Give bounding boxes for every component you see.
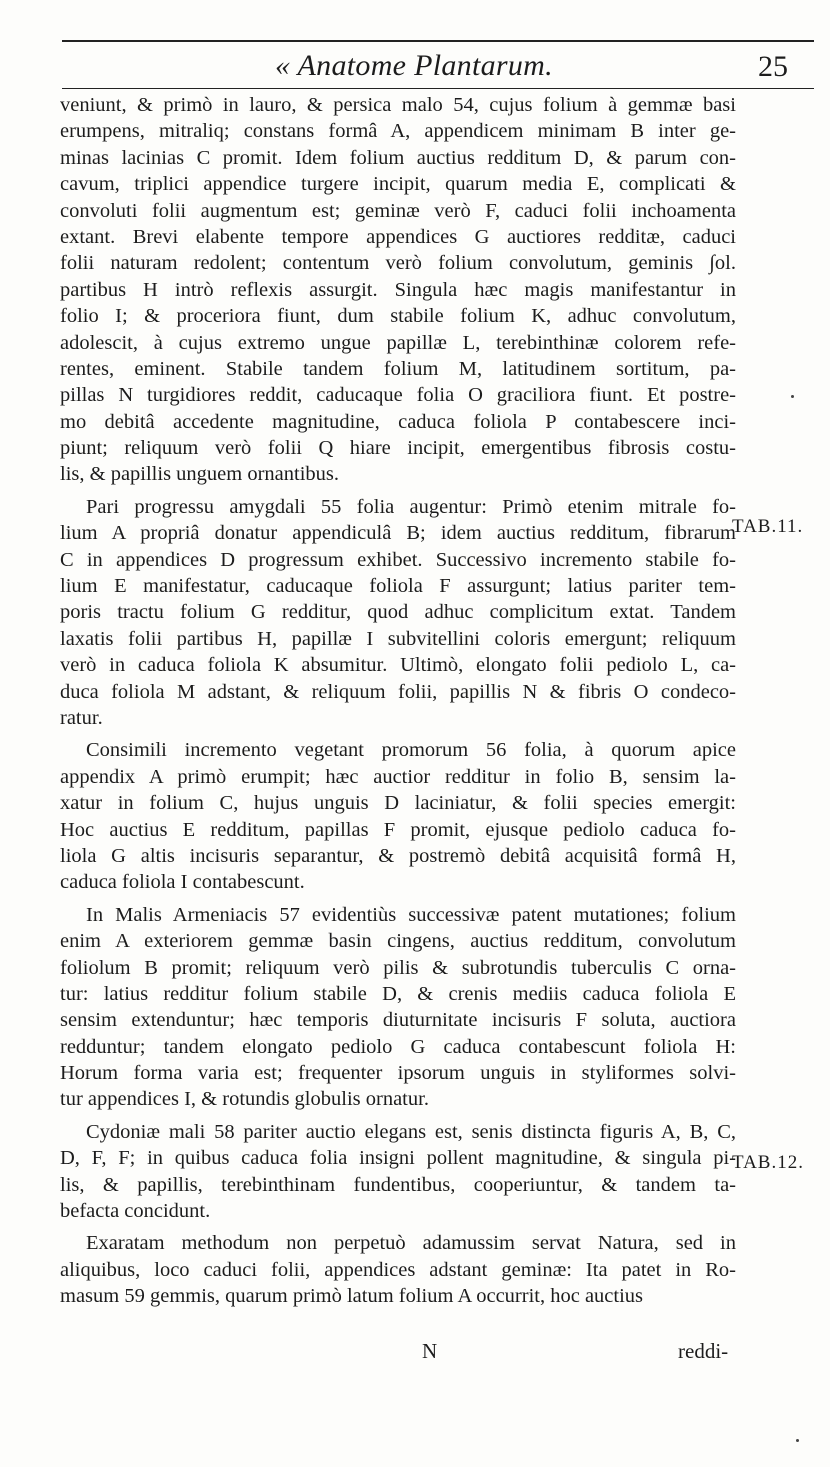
paragraph bbox=[60, 494, 736, 732]
text-line: lis, & papillis, terebinthinam fundentibus, cooperiuntur, & tandem ta- bbox=[60, 1173, 736, 1196]
text-line: veniunt, & primò in lauro, & persica malo 54, cujus folium à gemmæ basi bbox=[60, 94, 736, 116]
header-rule-bottom bbox=[62, 88, 814, 89]
text-line: erumpens, mitraliq; constans formâ A, appendicem minimam B inter ge- bbox=[60, 120, 736, 143]
paragraph bbox=[60, 902, 736, 1113]
text-line: aliquibus, loco caduci folii, appendices adstant geminæ: Ita patet in Ro- bbox=[60, 1258, 736, 1281]
text-line: foliolum B promit; reliquum verò pilis & subrotundis tuberculis C orna- bbox=[60, 956, 736, 979]
text-line: lium A propriâ donatur appendiculâ B; idem auctius redditum, fibrarum bbox=[60, 522, 736, 545]
body-text bbox=[60, 92, 736, 1316]
text-line: convoluti folii augmentum est; geminæ verò F, caduci folii inchoamenta bbox=[60, 199, 736, 222]
paragraph bbox=[60, 1230, 736, 1309]
text-line: masum 59 gemmis, quarum primò latum folium A occurrit, hoc auctius bbox=[60, 1285, 644, 1308]
signature-mark: N bbox=[422, 1339, 438, 1363]
text-line: rentes, eminent. Stabile tandem folium M, latitudinem sortitum, pa- bbox=[60, 357, 736, 380]
text-line: piunt; reliquum verò folii Q hiare incipit, emergentibus fibrosis costu- bbox=[60, 437, 736, 460]
text-line: mo debitâ accedente magnitudine, caduca foliola P contabescere inci- bbox=[60, 410, 736, 433]
text-line: folii naturam redolent; contentum verò folium convolutum, geminis ∫ol. bbox=[60, 252, 736, 275]
text-line: cavum, triplici appendice turgere incipit, quarum media E, complicati & bbox=[60, 173, 736, 196]
text-line: lis, & papillis unguem ornantibus. bbox=[60, 463, 340, 486]
text-line: verò in caduca foliola K absumitur. Ultimò, elongato folii pediolo L, ca- bbox=[60, 654, 736, 677]
page-number: 25 bbox=[758, 50, 788, 83]
text-line: C in appendices D progressum exhibet. Successivo incremento stabile fo- bbox=[60, 548, 736, 571]
text-line: Hoc auctius E redditum, papillas F promit, ejusque pediolo caduca fo- bbox=[60, 818, 736, 841]
text-line: pillas N turgidiores reddit, caducaque folia O graciliora fiunt. Et postre- bbox=[60, 384, 736, 407]
text-line: sensim extenduntur; hæc temporis diuturnitate incisuris F soluta, auctiora bbox=[60, 1009, 736, 1032]
text-line: redduntur; tandem elongato pediolo G caduca contabescunt foliola H: bbox=[60, 1035, 736, 1058]
catchword: reddi- bbox=[678, 1339, 729, 1363]
text-line: poris tractu folium G redditur, quod adhuc complicitum extat. Tandem bbox=[60, 601, 736, 624]
text-line: extant. Brevi elabente tempore appendices G auctiores redditæ, caduci bbox=[60, 225, 736, 248]
text-line: Consimili incremento vegetant promorum 56 folia, à quorum apice bbox=[86, 739, 736, 762]
text-line: folio I; & proceriora fiunt, dum stabile folium K, adhuc convolutum, bbox=[60, 305, 736, 328]
margin-note-tab-11: TAB.11. bbox=[732, 516, 804, 537]
text-line: tur: latius redditur folium stabile D, & crenis mediis caduca foliola E bbox=[60, 982, 736, 1005]
paragraph bbox=[60, 1119, 736, 1225]
print-speck bbox=[796, 1439, 799, 1442]
text-line: laxatis folii partibus H, papillæ I subvitellini coloris emergunt; reliquum bbox=[60, 627, 736, 650]
text-line: liola G altis incisuris separantur, & postremò debitâ acquisitâ formâ H, bbox=[60, 844, 736, 867]
print-speck bbox=[791, 395, 794, 398]
text-line: Horum forma varia est; frequenter ipsorum unguis in styliformes solvi- bbox=[60, 1062, 736, 1085]
paragraph bbox=[60, 92, 736, 488]
text-line: Exaratam methodum non perpetuò adamussim servat Natura, sed in bbox=[86, 1232, 736, 1255]
margin-note-tab-12: TAB.12. bbox=[732, 1152, 804, 1173]
text-line: In Malis Armeniacis 57 evidentiùs successivæ patent mutationes; folium bbox=[86, 903, 736, 926]
text-line: Cydoniæ mali 58 pariter auctio elegans est, senis distincta figuris A, B, C, bbox=[86, 1120, 736, 1143]
text-line: appendix A primò erumpit; hæc auctior redditur in folio B, sensim la- bbox=[60, 765, 736, 788]
text-line: enim A exteriorem gemmæ basin cingens, auctius redditum, convolutum bbox=[60, 930, 736, 953]
running-head: « Anatome Plantarum. bbox=[275, 49, 553, 82]
text-line: Pari progressu amygdali 55 folia augentur: Primò etenim mitrale fo- bbox=[86, 495, 736, 518]
text-line: minas lacinias C promit. Idem folium auctius redditum D, & parum con- bbox=[60, 146, 736, 169]
text-line: ratur. bbox=[60, 706, 103, 729]
text-line: tur appendices I, & rotundis globulis ornatur. bbox=[60, 1088, 429, 1111]
text-line: befacta concidunt. bbox=[60, 1200, 211, 1223]
paragraph bbox=[60, 737, 736, 895]
text-line: partibus H intrò reflexis assurgit. Singula hæc magis manifestantur in bbox=[60, 278, 736, 301]
text-line: lium E manifestatur, caducaque foliola F assurgunt; latius pariter tem- bbox=[60, 575, 736, 598]
text-line: caduca foliola I contabescunt. bbox=[60, 871, 305, 894]
text-line: duca foliola M adstant, & reliquum folii, papillis N & fibris O condeco- bbox=[60, 680, 736, 703]
text-line: xatur in folium C, hujus unguis D laciniatur, & folii species emergit: bbox=[60, 792, 736, 815]
text-line: D, F, F; in quibus caduca folia insigni pollent magnitudine, & singula pi- bbox=[60, 1147, 736, 1170]
text-line: adolescit, à cujus extremo ungue papillæ L, terebinthinæ colorem refe- bbox=[60, 331, 736, 354]
header-rule-top bbox=[62, 40, 814, 42]
